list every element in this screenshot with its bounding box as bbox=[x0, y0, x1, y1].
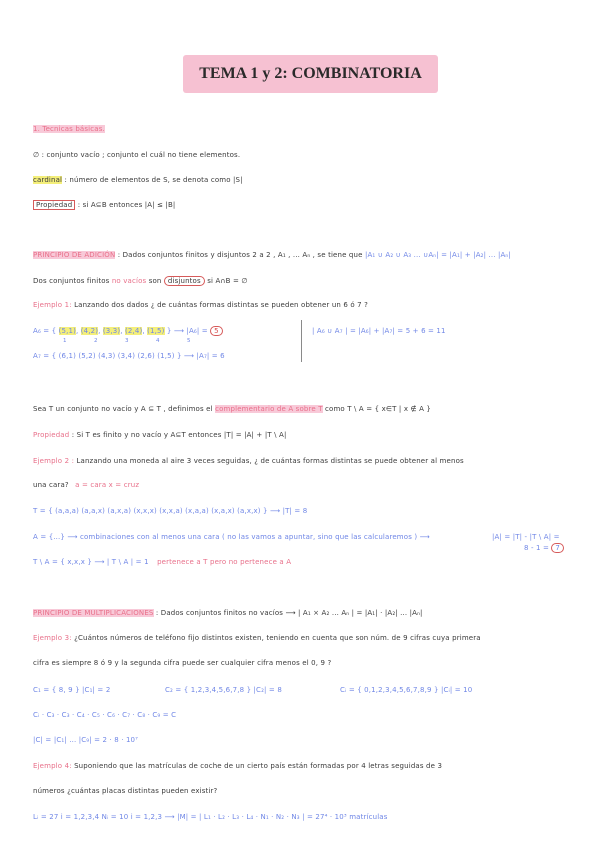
disjoint-definition: Dos conjuntos finitos no vacíos son disjuntos si A∩B = ∅ bbox=[33, 277, 248, 285]
union-result: | A₆ ∪ A₇ | = |A₆| + |A₇| = 5 + 6 = 11 bbox=[312, 327, 446, 335]
set-a7: A₇ = { (6,1) (5,2) (4,3) (3,4) (2,6) (1,5) } ⟶ |A₇| = 6 bbox=[33, 352, 225, 360]
set-c2: C₂ = { 1,2,3,4,5,6,7,8 } |C₂| = 8 bbox=[165, 686, 282, 694]
title-banner bbox=[183, 55, 438, 93]
complement-definition: Sea T un conjunto no vacío y A ⊆ T , definimos el complementario de A sobre T como T \ A = { x∈T | x ∉ A } bbox=[33, 405, 432, 413]
example-3-cont: cifra es siempre 8 ó 9 y la segunda cifra puede ser cualquier cifra menos el 0, 9 ? bbox=[33, 659, 332, 667]
property-label: Propiedad bbox=[33, 200, 75, 210]
cardinal-definition: cardinal : número de elementos de S, se denota como |S| bbox=[33, 176, 243, 184]
example-1: Ejemplo 1: Lanzando dos dados ¿ de cuántas formas distintas se pueden obtener un 6 ó 7 ? bbox=[33, 301, 369, 309]
a-result-circled: 7 bbox=[551, 543, 564, 553]
set-c1: C₁ = { 8, 9 } |C₁| = 2 bbox=[33, 686, 111, 694]
example-4: Ejemplo 4: Suponiendo que las matrículas de coche de un cierto país están formadas por 4 letras seguidas de 3 bbox=[33, 762, 443, 770]
a6-index-3: 3 bbox=[125, 338, 129, 344]
a6-index-2: 2 bbox=[94, 338, 98, 344]
addition-principle: PRINCIPIO DE ADICIÓN : Dados conjuntos finitos y disjuntos 2 a 2 , A₁ , ... Aₙ , se tiene que |A₁ ∪ A₂ ∪ A₃ ... ∪Aₙ| = |A₁| + |A₂| ... |Aₙ| bbox=[33, 251, 511, 259]
a6-index-1: 1 bbox=[63, 338, 67, 344]
ta-note: pertenece a T pero no pertenece a A bbox=[157, 558, 292, 566]
set-ci: Cᵢ = { 0,1,2,3,4,5,6,7,8,9 } |Cᵢ| = 10 bbox=[340, 686, 473, 694]
a6-index-4: 4 bbox=[156, 338, 160, 344]
result-c: |C| = |C₁| ... |C₉| = 2 · 8 · 10⁷ bbox=[33, 736, 139, 744]
complement-highlight: complementario de A sobre T bbox=[215, 405, 323, 413]
property-subset: Propiedad : si A⊆B entonces |A| ≤ |B| bbox=[33, 201, 175, 209]
example-4-cont: números ¿cuántas placas distintas pueden existir? bbox=[33, 787, 218, 795]
example-2: Ejemplo 2 : Lanzando una moneda al aire 3 veces seguidas, ¿ de cuántas formas distintas se puede obtener al menos bbox=[33, 457, 464, 465]
a-calc-2: 8 - 1 = 7 bbox=[524, 544, 564, 552]
section-heading-basicas: 1. Tecnicas básicas. bbox=[33, 125, 105, 133]
page-title: TEMA 1 y 2: COMBINATORIA bbox=[199, 65, 422, 82]
product-c: Cᵢ · C₃ · C₃ · C₄ · C₅ · C₆ · C₇ · C₈ · C₉ = C bbox=[33, 711, 177, 719]
disjuntos-circled: disjuntos bbox=[164, 276, 205, 286]
set-a: A = {...} ⟶ combinaciones con al menos una cara ( no las vamos a apuntar, sino que las calcularemos ) ⟶ bbox=[33, 533, 430, 541]
set-t: T = { (a,a,a) (a,a,x) (a,x,a) (x,x,x) (x,x,a) (x,a,a) (x,a,x) (a,x,x) } ⟶ |T| = 8 bbox=[33, 507, 308, 515]
plates-calc: Lᵢ = 27 i = 1,2,3,4 Nᵢ = 10 i = 1,2,3 ⟶ |M| = | L₁ · L₂ · L₃ · L₄ · N₁ · N₂ · N₃ | = 27⁴ · 10³ matrículas bbox=[33, 813, 388, 821]
complement-property: Propiedad : Si T es finito y no vacío y A⊆T entonces |T| = |A| + |T \ A| bbox=[33, 431, 287, 439]
set-ta: T \ A = { x,x,x } ⟶ | T \ A | = 1 pertenece a T pero no pertenece a A bbox=[33, 558, 292, 566]
cardinal-label: cardinal bbox=[33, 176, 63, 184]
a-calc: |A| = |T| - |T \ A| = bbox=[492, 533, 560, 541]
a6-index-5: 5 bbox=[187, 338, 191, 344]
set-a6: A₆ = { (5,1), (4,2), (3,3), (2,4), (1,5) } ⟶ |A₆| = 5 bbox=[33, 327, 223, 335]
empty-set-definition: ∅ : conjunto vacío ; conjunto el cuál no tiene elementos. bbox=[33, 151, 241, 159]
addition-formula: |A₁ ∪ A₂ ∪ A₃ ... ∪Aₙ| = |A₁| + |A₂| ... |Aₙ| bbox=[364, 251, 511, 259]
example-2-cont: una cara? a = cara x = cruz bbox=[33, 481, 140, 489]
divider-line bbox=[301, 320, 302, 362]
example-3: Ejemplo 3: ¿Cuántos números de teléfono fijo distintos existen, teniendo en cuenta que son núm. de 9 cifras cuya primera bbox=[33, 634, 481, 642]
multiplication-principle: PRINCIPIO DE MULTIPLICACIONES : Dados conjuntos finitos no vacíos ⟶ | A₁ × A₂ ... Aₙ | = |A₁| · |A₂| ... |Aₙ| bbox=[33, 609, 423, 617]
multiplication-principle-label: PRINCIPIO DE MULTIPLICACIONES bbox=[33, 609, 154, 617]
addition-principle-label: PRINCIPIO DE ADICIÓN bbox=[33, 251, 116, 259]
